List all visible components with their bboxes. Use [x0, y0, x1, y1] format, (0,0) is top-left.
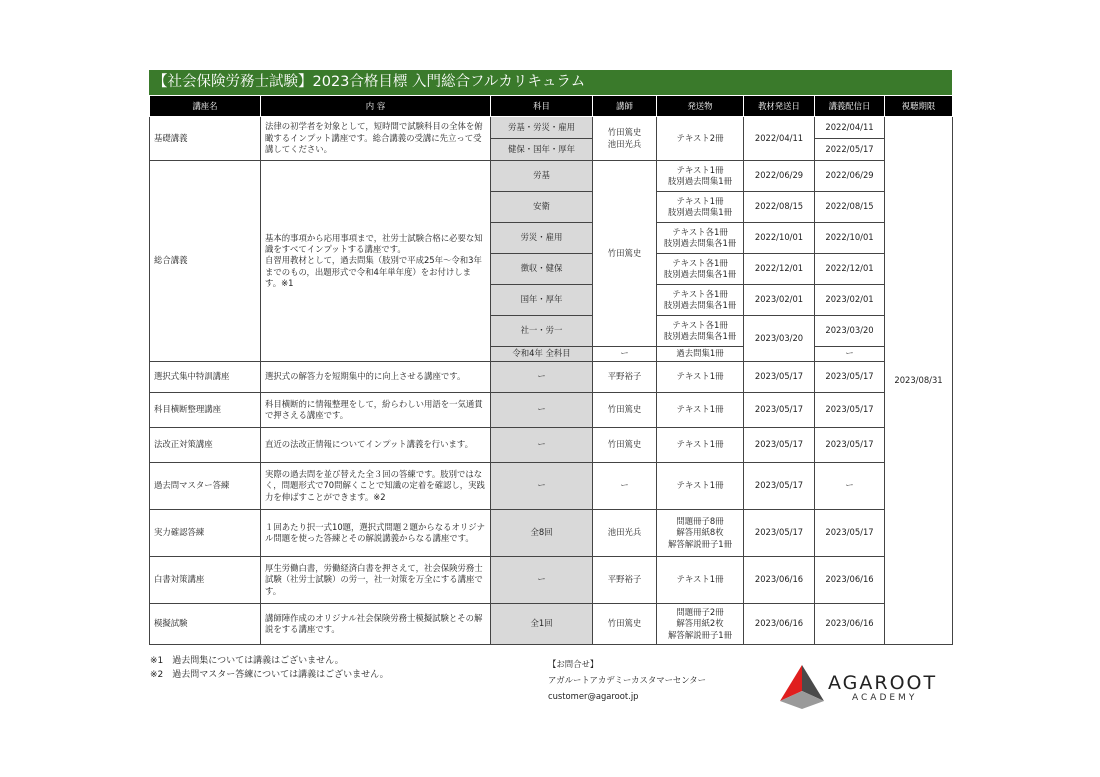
course-desc: １回あたり択一式10題，選択式問題２題からなるオリジナル問題を使った答練とその解説講義からなる講座です。 [261, 510, 491, 557]
teacher-cell: 平野裕子 [593, 557, 657, 604]
course-name: 科目横断整理講座 [150, 393, 261, 428]
course-name: 総合講義 [150, 161, 261, 362]
header-content: 内 容 [261, 96, 491, 117]
subject-cell: 労基・労災・雇用 [491, 117, 593, 139]
dist-date-cell: 2023/05/17 [815, 362, 885, 393]
contact-heading: 【お問合せ】 [548, 659, 599, 669]
materials-cell: テキスト各1冊 肢別過去問集各1冊 [657, 285, 744, 316]
contact-center: アガルートアカデミーカスタマーセンター [548, 675, 707, 685]
materials-cell: テキスト1冊 [657, 557, 744, 604]
header-course-name: 講座名 [150, 96, 261, 117]
subject-cell: ー [491, 393, 593, 428]
logo-subtitle: ACADEMY [852, 693, 918, 703]
course-desc: 基本的事項から応用事項まで，社労士試験合格に必要な知識をすべてインプットする講座です。 自習用教材として，過去問集（肢別で平成25年～令和3年までのもの，出題形式で令和4年単年度）をお付けします。※1 [261, 161, 491, 362]
ship-date-cell: 2023/06/16 [744, 604, 815, 645]
subject-cell: 令和4年 全科目 [491, 347, 593, 362]
subject-cell: 労基 [491, 161, 593, 192]
subject-cell: ー [491, 463, 593, 510]
materials-cell: 問題冊子8冊 解答用紙8枚 解答解説冊子1冊 [657, 510, 744, 557]
subject-cell: 徴収・健保 [491, 254, 593, 285]
dist-date-cell: 2022/05/17 [815, 139, 885, 161]
ship-date-cell: 2023/05/17 [744, 362, 815, 393]
table-row [150, 117, 953, 139]
course-name: 法改正対策講座 [150, 428, 261, 463]
teacher-cell: 池田光兵 [593, 510, 657, 557]
logo-wordmark: AGAROOT [828, 672, 938, 694]
ship-date-cell: 2023/05/17 [744, 510, 815, 557]
course-desc: 直近の法改正情報についてインプット講義を行います。 [261, 428, 491, 463]
course-name: 過去問マスター答練 [150, 463, 261, 510]
materials-cell: テキスト1冊 肢別過去問集1冊 [657, 192, 744, 223]
ship-date-cell: 2023/03/20 [744, 316, 815, 362]
course-desc: 法律の初学者を対象として，短時間で試験科目の全体を俯瞰するインプット講座です。総合講義の受講に先立って受講してください。 [261, 117, 491, 161]
ship-date-cell: 2023/05/17 [744, 393, 815, 428]
dist-date-cell: 2023/02/01 [815, 285, 885, 316]
materials-cell: テキスト1冊 [657, 362, 744, 393]
materials-cell: テキスト1冊 肢別過去問集1冊 [657, 161, 744, 192]
teacher-cell: 竹田篤史 池田光兵 [593, 117, 657, 161]
table-header-row [150, 96, 953, 117]
table-row [150, 510, 953, 557]
ship-date-cell: 2023/02/01 [744, 285, 815, 316]
subject-cell: ー [491, 557, 593, 604]
course-desc: 実際の過去問を並び替えた全３回の答練です。肢別ではなく，問題形式で70問解くことで知識の定着を確認し，実践力を伸ばすことができます。※2 [261, 463, 491, 510]
dist-date-cell: 2022/04/11 [815, 117, 885, 139]
header-subject: 科目 [491, 96, 593, 117]
dist-date-cell: 2022/12/01 [815, 254, 885, 285]
course-name: 基礎講義 [150, 117, 261, 161]
dist-date-cell: 2023/06/16 [815, 604, 885, 645]
table-row [150, 604, 953, 645]
subject-cell: 社一・労一 [491, 316, 593, 347]
subject-cell: 労災・雇用 [491, 223, 593, 254]
course-desc: 選択式の解答力を短期集中的に向上させる講座です。 [261, 362, 491, 393]
course-name: 模擬試験 [150, 604, 261, 645]
contact-info [548, 656, 706, 704]
dist-date-cell: 2023/06/16 [815, 557, 885, 604]
subject-cell: 安衛 [491, 192, 593, 223]
ship-date-cell: 2022/04/11 [744, 117, 815, 161]
dist-date-cell: 2023/05/17 [815, 428, 885, 463]
subject-cell: 全1回 [491, 604, 593, 645]
teacher-cell: ー [593, 463, 657, 510]
dist-date-cell: ー [815, 347, 885, 362]
course-name: 選択式集中特訓講座 [150, 362, 261, 393]
subject-cell: ー [491, 428, 593, 463]
course-name: 白書対策講座 [150, 557, 261, 604]
header-ship-date: 教材発送日 [744, 96, 815, 117]
header-materials: 発送物 [657, 96, 744, 117]
ship-date-cell: 2023/06/16 [744, 557, 815, 604]
course-name: 実力確認答練 [150, 510, 261, 557]
table-row [150, 557, 953, 604]
dist-date-cell: 2022/06/29 [815, 161, 885, 192]
teacher-cell: 竹田篤史 [593, 604, 657, 645]
footnote-2: ※2 過去問マスター答練については講義はございません。 [150, 670, 389, 680]
materials-cell: テキスト1冊 [657, 428, 744, 463]
ship-date-cell: 2022/06/29 [744, 161, 815, 192]
ship-date-cell: 2023/05/17 [744, 463, 815, 510]
table-row [150, 161, 953, 192]
materials-cell: テキスト各1冊 肢別過去問集各1冊 [657, 254, 744, 285]
materials-cell: テキスト2冊 [657, 117, 744, 161]
page-title: 【社会保険労務士試験】2023合格目標 入門総合フルカリキュラム [149, 70, 952, 95]
teacher-cell: 竹田篤史 [593, 428, 657, 463]
ship-date-cell: 2022/12/01 [744, 254, 815, 285]
dist-date-cell: 2022/08/15 [815, 192, 885, 223]
materials-cell: テキスト1冊 [657, 463, 744, 510]
materials-cell: テキスト1冊 [657, 393, 744, 428]
teacher-cell: 竹田篤史 [593, 161, 657, 347]
course-desc: 厚生労働白書，労働経済白書を押さえて，社会保険労務士試験（社労士試験）の労一，社一対策を万全にする講座です。 [261, 557, 491, 604]
curriculum-table [149, 95, 953, 645]
ship-date-cell: 2022/10/01 [744, 223, 815, 254]
dist-date-cell: 2022/10/01 [815, 223, 885, 254]
subject-cell: 健保・国年・厚年 [491, 139, 593, 161]
materials-cell: 問題冊子2冊 解答用紙2枚 解答解説冊子1冊 [657, 604, 744, 645]
subject-cell: ー [491, 362, 593, 393]
materials-cell: テキスト各1冊 肢別過去問集各1冊 [657, 316, 744, 347]
teacher-cell: 平野裕子 [593, 362, 657, 393]
footnotes [150, 654, 389, 682]
course-desc: 講師陣作成のオリジナル社会保険労務士模擬試験とその解説をする講座です。 [261, 604, 491, 645]
table-row [150, 463, 953, 510]
ship-date-cell: 2022/08/15 [744, 192, 815, 223]
header-deadline: 視聴期限 [885, 96, 953, 117]
subject-cell: 全8回 [491, 510, 593, 557]
header-dist-date: 講義配信日 [815, 96, 885, 117]
table-row [150, 428, 953, 463]
dist-date-cell: 2023/05/17 [815, 510, 885, 557]
table-row [150, 393, 953, 428]
course-desc: 科目横断的に情報整理をして，紛らわしい用語を一気通貫で押さえる講座です。 [261, 393, 491, 428]
header-teacher: 講師 [593, 96, 657, 117]
dist-date-cell: ー [815, 463, 885, 510]
subject-cell: 国年・厚年 [491, 285, 593, 316]
teacher-cell: ー [593, 347, 657, 362]
contact-email[interactable]: customer@agaroot.jp [548, 691, 639, 701]
materials-cell: テキスト各1冊 肢別過去問集各1冊 [657, 223, 744, 254]
dist-date-cell: 2023/03/20 [815, 316, 885, 347]
dist-date-cell: 2023/05/17 [815, 393, 885, 428]
ship-date-cell: 2023/05/17 [744, 428, 815, 463]
teacher-cell: 竹田篤史 [593, 393, 657, 428]
table-row [150, 362, 953, 393]
materials-cell: 過去問集1冊 [657, 347, 744, 362]
deadline-cell: 2023/08/31 [885, 117, 953, 645]
footnote-1: ※1 過去問集については講義はございません。 [150, 656, 344, 666]
